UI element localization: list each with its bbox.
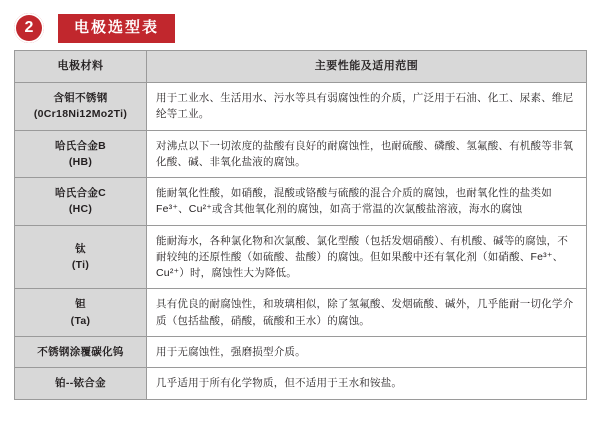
table-row	[15, 83, 587, 131]
material-label-line1: 钽	[75, 298, 86, 311]
section-number-badge: 2	[14, 13, 44, 43]
description-cell: 能耐氧化性酸，如硝酸，混酸或铬酸与硫酸的混合介质的腐蚀，也耐氧化性的盐类如Fe³⁺、Cu²⁺或含其他氧化剂的腐蚀，如高于常温的次氯酸盐溶液，海水的腐蚀	[147, 178, 587, 226]
material-cell	[15, 289, 147, 337]
description-cell: 几乎适用于所有化学物质，但不适用于王水和铵盐。	[147, 368, 587, 399]
material-label-line2: (HB)	[68, 155, 93, 168]
table-head	[15, 51, 587, 83]
page-title: 电极选型表	[58, 14, 175, 43]
column-header-material: 电极材料	[15, 51, 147, 83]
material-label-line1: 哈氏合金C	[54, 187, 107, 200]
material-label-line2: (Ta)	[70, 314, 91, 327]
material-label-line1: 含钼不锈钢	[53, 92, 108, 105]
table-body	[15, 83, 587, 399]
description-cell: 用于工业水、生活用水、污水等具有弱腐蚀性的介质，广泛用于石油、化工、尿素、维尼纶等工业。	[147, 83, 587, 131]
table-row	[15, 368, 587, 399]
description-cell: 用于无腐蚀性，强磨损型介质。	[147, 336, 587, 367]
description-cell: 具有优良的耐腐蚀性，和玻璃相似，除了氢氟酸、发烟硫酸、碱外，几乎能耐一切化学介质（包括盐酸，硝酸，硫酸和王水）的腐蚀。	[147, 289, 587, 337]
column-header-performance: 主要性能及适用范围	[147, 51, 587, 83]
material-cell	[15, 130, 147, 178]
material-label-line1: 铂--铱合金	[55, 377, 106, 390]
table-row	[15, 289, 587, 337]
material-label-line1: 哈氏合金B	[54, 139, 107, 152]
material-label-line2: (Ti)	[71, 259, 90, 272]
material-cell	[15, 368, 147, 399]
table-container	[0, 44, 600, 400]
material-cell	[15, 336, 147, 367]
material-cell	[15, 225, 147, 289]
table-row	[15, 178, 587, 226]
page-header	[0, 0, 600, 44]
material-label-line1: 不锈钢涂覆碳化钨	[37, 345, 124, 358]
material-cell	[15, 83, 147, 131]
description-cell: 能耐海水，各种氯化物和次氯酸、氯化型酸（包括发烟硝酸）、有机酸、碱等的腐蚀，不耐较纯的还原性酸（如硫酸、盐酸）的腐蚀。但如果酸中还有氧化剂（如硝酸、Fe³⁺、Cu²⁺）时，腐蚀性大为降低。	[147, 225, 587, 289]
electrode-selection-table	[14, 50, 587, 400]
description-cell: 对沸点以下一切浓度的盐酸有良好的耐腐蚀性，也耐硫酸、磷酸、氢氟酸、有机酸等非氧化酸、碱、非氧化盐液的腐蚀。	[147, 130, 587, 178]
material-cell	[15, 178, 147, 226]
table-row	[15, 130, 587, 178]
table-row	[15, 336, 587, 367]
table-header-row	[15, 51, 587, 83]
material-label-line2: (HC)	[68, 203, 93, 216]
material-label-line2: (0Cr18Ni12Mo2Ti)	[33, 108, 128, 121]
material-label-line1: 钛	[75, 242, 86, 255]
table-row	[15, 225, 587, 289]
